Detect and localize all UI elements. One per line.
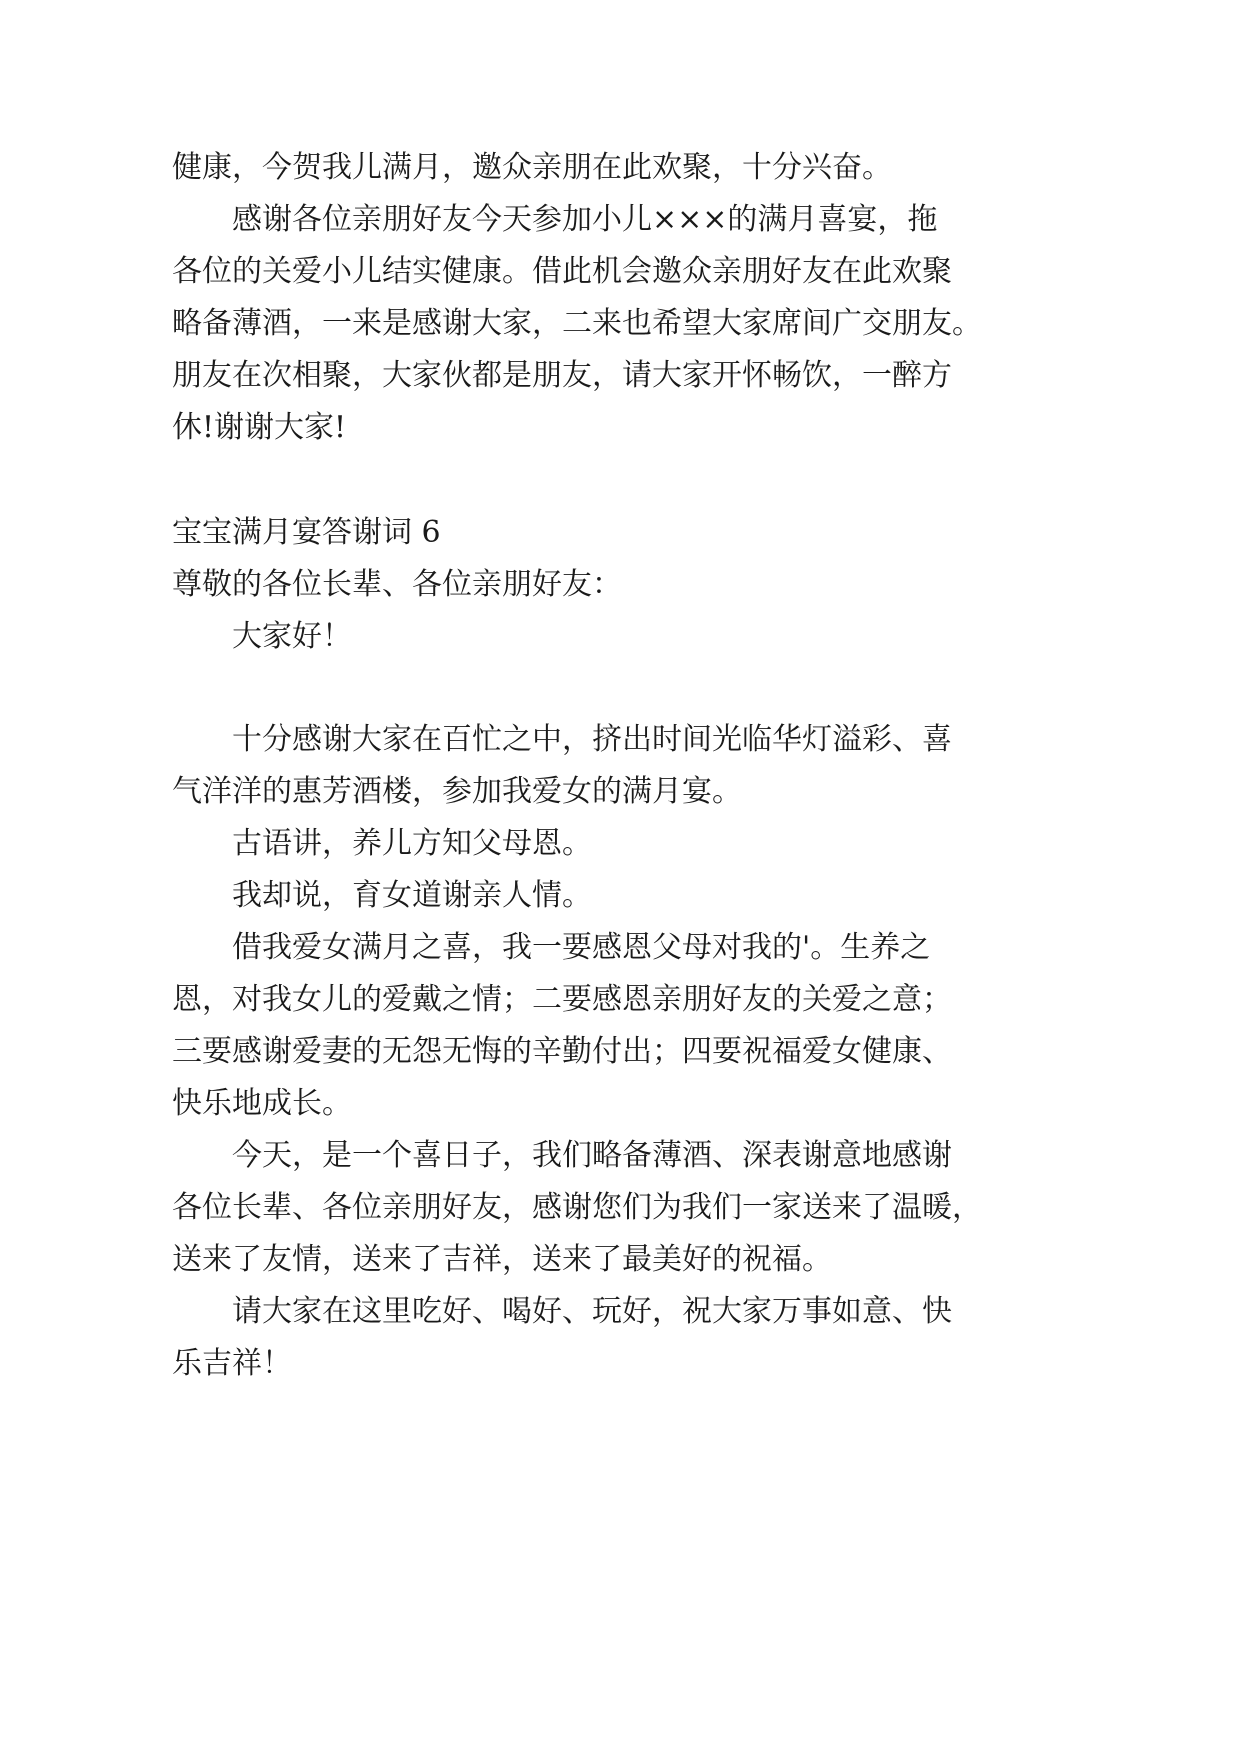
- text-line: 恩，对我女儿的爱戴之情；二要感恩亲朋好友的关爱之意；: [172, 982, 952, 1017]
- text-line: 乐吉祥！: [172, 1346, 292, 1381]
- paragraph-first-line: 请大家在这里吃好、喝好、玩好，祝大家万事如意、快: [232, 1294, 952, 1329]
- section-heading: 宝宝满月宴答谢词 6: [172, 515, 441, 550]
- text-line: 气洋洋的惠芳酒楼，参加我爱女的满月宴。: [172, 774, 742, 809]
- paragraph-first-line: 借我爱女满月之喜，我一要感恩父母对我的'。生养之: [232, 930, 931, 965]
- paragraph-first-line: 古语讲，养儿方知父母恩。: [232, 826, 592, 861]
- text-line: 送来了友情，送来了吉祥，送来了最美好的祝福。: [172, 1242, 832, 1277]
- text-line: 略备薄酒，一来是感谢大家，二来也希望大家席间广交朋友。: [172, 306, 982, 341]
- paragraph-first-line: 感谢各位亲朋好友今天参加小儿×××的满月喜宴，拖: [232, 202, 938, 237]
- text-line: 快乐地成长。: [172, 1086, 352, 1121]
- text-line: 朋友在次相聚，大家伙都是朋友，请大家开怀畅饮，一醉方: [172, 358, 952, 393]
- salutation: 尊敬的各位长辈、各位亲朋好友：: [172, 567, 622, 602]
- paragraph-first-line: 十分感谢大家在百忙之中，挤出时间光临华灯溢彩、喜: [232, 722, 952, 757]
- text-line: 各位长辈、各位亲朋好友，感谢您们为我们一家送来了温暖，: [172, 1190, 982, 1225]
- paragraph-first-line: 我却说，育女道谢亲人情。: [232, 878, 592, 913]
- text-line: 健康，今贺我儿满月，邀众亲朋在此欢聚，十分兴奋。: [172, 150, 892, 185]
- paragraph-first-line: 今天，是一个喜日子，我们略备薄酒、深表谢意地感谢: [232, 1138, 952, 1173]
- text-line: 三要感谢爱妻的无怨无悔的辛勤付出；四要祝福爱女健康、: [172, 1034, 952, 1069]
- text-line: 各位的关爱小儿结实健康。借此机会邀众亲朋好友在此欢聚: [172, 254, 952, 289]
- greeting: 大家好！: [232, 619, 352, 654]
- text-line: 休!谢谢大家!: [172, 410, 347, 445]
